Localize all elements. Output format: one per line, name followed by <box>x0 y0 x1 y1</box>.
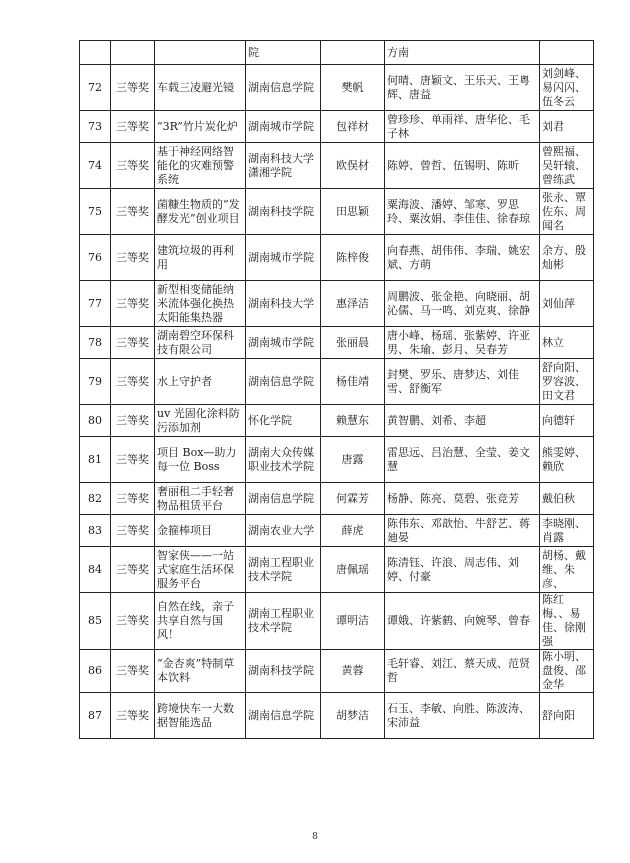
cell-no: 78 <box>80 327 111 359</box>
cell-no: 73 <box>80 111 111 143</box>
table-row <box>80 235 594 281</box>
cell-leader: 唐露 <box>321 437 385 483</box>
cell-advisor: 刘剑峰、易闪闪、伍冬云 <box>540 65 594 111</box>
cell-school: 湖南信息学院 <box>246 359 321 405</box>
table-row <box>80 547 594 593</box>
cell-leader: 欧俣材 <box>321 143 385 189</box>
cell-school: 湖南信息学院 <box>246 693 321 739</box>
table-row <box>80 281 594 327</box>
table-row <box>80 65 594 111</box>
cell-advisor: 陈红梅、、易佳、徐刚强 <box>540 593 594 650</box>
cell-advisor <box>540 41 594 65</box>
cell-members: 曾珍珍、单雨祥、唐华伦、毛子林 <box>385 111 540 143</box>
cell-no: 85 <box>80 593 111 650</box>
cell-advisor: 向德轩 <box>540 405 594 437</box>
cell-no: 79 <box>80 359 111 405</box>
cell-leader: 黄蓉 <box>321 650 385 693</box>
cell-award: 三等奖 <box>111 143 155 189</box>
cell-members: 石玉、李敏、向胜、陈波涛、宋沛益 <box>385 693 540 739</box>
cell-advisor: 舒向阳 <box>540 693 594 739</box>
cell-no: 77 <box>80 281 111 327</box>
cell-members: 雷思远、吕治慧、全莹、姜文慧 <box>385 437 540 483</box>
table-row <box>80 327 594 359</box>
cell-no: 87 <box>80 693 111 739</box>
table-row <box>80 41 594 65</box>
cell-members: 向春燕、胡伟伟、李瑞、姚宏斌、方萌 <box>385 235 540 281</box>
cell-no: 72 <box>80 65 111 111</box>
table-row <box>80 483 594 515</box>
cell-project: 奢丽租二手轻奢物品租赁平台 <box>155 483 246 515</box>
cell-advisor: 林立 <box>540 327 594 359</box>
cell-members: 陈清钰、许浪、周志伟、刘婷、付豪 <box>385 547 540 593</box>
cell-project: 建筑垃圾的再利用 <box>155 235 246 281</box>
cell-members: 陈婷、曾哲、伍锡明、陈昕 <box>385 143 540 189</box>
cell-award: 三等奖 <box>111 405 155 437</box>
cell-school: 怀化学院 <box>246 405 321 437</box>
table-row <box>80 437 594 483</box>
cell-award: 三等奖 <box>111 515 155 547</box>
cell-members: 唐小峰、杨瑶、张紫婷、许亚男、朱瑜、彭月、吴春芳 <box>385 327 540 359</box>
table-row <box>80 593 594 650</box>
cell-school: 湖南信息学院 <box>246 65 321 111</box>
cell-no: 83 <box>80 515 111 547</box>
cell-project: 智家侠——一站式家庭生活环保服务平台 <box>155 547 246 593</box>
cell-leader: 樊帆 <box>321 65 385 111</box>
cell-project: 菌糠生物质的“发酵发光”创业项目 <box>155 189 246 235</box>
cell-award: 三等奖 <box>111 65 155 111</box>
cell-award: 三等奖 <box>111 235 155 281</box>
cell-no: 81 <box>80 437 111 483</box>
cell-award: 三等奖 <box>111 547 155 593</box>
cell-members: 何晴、唐颖文、王乐天、王粤辉、唐益 <box>385 65 540 111</box>
cell-project: 湖南碧空环保科技有限公司 <box>155 327 246 359</box>
cell-advisor: 刘君 <box>540 111 594 143</box>
cell-members: 方南 <box>385 41 540 65</box>
cell-school: 湖南城市学院 <box>246 111 321 143</box>
cell-no: 74 <box>80 143 111 189</box>
cell-project: 项目 Box—助力每一位 Boss <box>155 437 246 483</box>
cell-project: “金杏爽”特制草本饮料 <box>155 650 246 693</box>
cell-school: 院 <box>246 41 321 65</box>
table-row <box>80 111 594 143</box>
cell-advisor: 戴伯秋 <box>540 483 594 515</box>
cell-advisor: 熊雯婷、赖欣 <box>540 437 594 483</box>
cell-advisor: 舒向阳、罗容波、田文君 <box>540 359 594 405</box>
cell-school: 湖南科技学院 <box>246 189 321 235</box>
cell-leader: 唐佩瑶 <box>321 547 385 593</box>
cell-leader: 包祥材 <box>321 111 385 143</box>
cell-advisor: 李晓刚、肖露 <box>540 515 594 547</box>
cell-leader: 陈梓俊 <box>321 235 385 281</box>
cell-project <box>155 41 246 65</box>
cell-no: 82 <box>80 483 111 515</box>
cell-advisor: 张永、覃佐东、周闻名 <box>540 189 594 235</box>
cell-project: 金箍棒项目 <box>155 515 246 547</box>
cell-no: 76 <box>80 235 111 281</box>
cell-leader: 胡梦洁 <box>321 693 385 739</box>
cell-project: 跨境快车一大数据智能选品 <box>155 693 246 739</box>
table-row <box>80 515 594 547</box>
cell-no: 84 <box>80 547 111 593</box>
table-row <box>80 189 594 235</box>
cell-leader: 赖慧东 <box>321 405 385 437</box>
cell-project: “3R”竹片炭化炉 <box>155 111 246 143</box>
cell-award: 三等奖 <box>111 483 155 515</box>
table-row <box>80 405 594 437</box>
table-row <box>80 359 594 405</box>
cell-advisor: 胡杨、戴维、朱彦、 <box>540 547 594 593</box>
cell-school: 湖南城市学院 <box>246 327 321 359</box>
cell-leader: 杨佳靖 <box>321 359 385 405</box>
cell-leader: 惠泽洁 <box>321 281 385 327</box>
cell-school: 湖南城市学院 <box>246 235 321 281</box>
cell-members: 封樊、罗乐、唐梦达、刘佳雪、舒衡军 <box>385 359 540 405</box>
cell-project: 自然在线，亲子共享自然与国风！ <box>155 593 246 650</box>
cell-school: 湖南农业大学 <box>246 515 321 547</box>
cell-award: 三等奖 <box>111 327 155 359</box>
cell-award: 三等奖 <box>111 593 155 650</box>
cell-members: 毛轩睿、刘江、蔡天成、范贤哲 <box>385 650 540 693</box>
cell-leader: 张丽晨 <box>321 327 385 359</box>
cell-school: 湖南工程职业技术学院 <box>246 593 321 650</box>
cell-award: 三等奖 <box>111 359 155 405</box>
cell-school: 湖南工程职业技术学院 <box>246 547 321 593</box>
page-number: 8 <box>312 832 318 842</box>
cell-school: 湖南信息学院 <box>246 483 321 515</box>
cell-award: 三等奖 <box>111 437 155 483</box>
cell-advisor: 刘仙萍 <box>540 281 594 327</box>
cell-members: 周鹏波、张金艳、向晓丽、胡沁儒、马一鸣、刘克爽、徐静 <box>385 281 540 327</box>
table-row <box>80 143 594 189</box>
cell-school: 湖南科技学院 <box>246 650 321 693</box>
cell-school: 湖南科技大学 <box>246 281 321 327</box>
cell-no <box>80 41 111 65</box>
cell-project: 水上守护者 <box>155 359 246 405</box>
table-row <box>80 693 594 739</box>
cell-award: 三等奖 <box>111 650 155 693</box>
cell-members: 黄智鹏、刘希、李超 <box>385 405 540 437</box>
cell-no: 86 <box>80 650 111 693</box>
cell-project: 基于神经网络智能化的灾难预警系统 <box>155 143 246 189</box>
table-body <box>80 41 594 739</box>
cell-award: 三等奖 <box>111 693 155 739</box>
cell-leader: 谭明洁 <box>321 593 385 650</box>
cell-school: 湖南科技大学潇湘学院 <box>246 143 321 189</box>
table-row <box>80 650 594 693</box>
cell-members: 杨静、陈亮、莫碧、张竞芳 <box>385 483 540 515</box>
cell-advisor: 曾熙福、吴轩辕、曾练武 <box>540 143 594 189</box>
cell-leader: 田思颖 <box>321 189 385 235</box>
cell-award: 三等奖 <box>111 281 155 327</box>
cell-no: 80 <box>80 405 111 437</box>
cell-award <box>111 41 155 65</box>
cell-award: 三等奖 <box>111 189 155 235</box>
cell-school: 湖南大众传媒职业技术学院 <box>246 437 321 483</box>
cell-project: 车载三凌避光镜 <box>155 65 246 111</box>
cell-advisor: 陈小明、盘俊、邵金华 <box>540 650 594 693</box>
cell-members: 粟海波、潘婷、邹寒、罗思玲、粟汝娟、李佳佳、徐春琼 <box>385 189 540 235</box>
cell-members: 陈伟东、邓歆怡、牛舒艺、蒋廸晏 <box>385 515 540 547</box>
cell-project: 新型相变储能纳米流体强化换热太阳能集热器 <box>155 281 246 327</box>
cell-leader <box>321 41 385 65</box>
cell-project: uv 光固化涂料防污添加剂 <box>155 405 246 437</box>
cell-leader: 何霖芳 <box>321 483 385 515</box>
cell-no: 75 <box>80 189 111 235</box>
awards-table <box>79 40 594 739</box>
cell-advisor: 余方、殷灿彬 <box>540 235 594 281</box>
cell-members: 谭娥、许紫鹤、向婉琴、曾春 <box>385 593 540 650</box>
cell-award: 三等奖 <box>111 111 155 143</box>
cell-leader: 薛虎 <box>321 515 385 547</box>
